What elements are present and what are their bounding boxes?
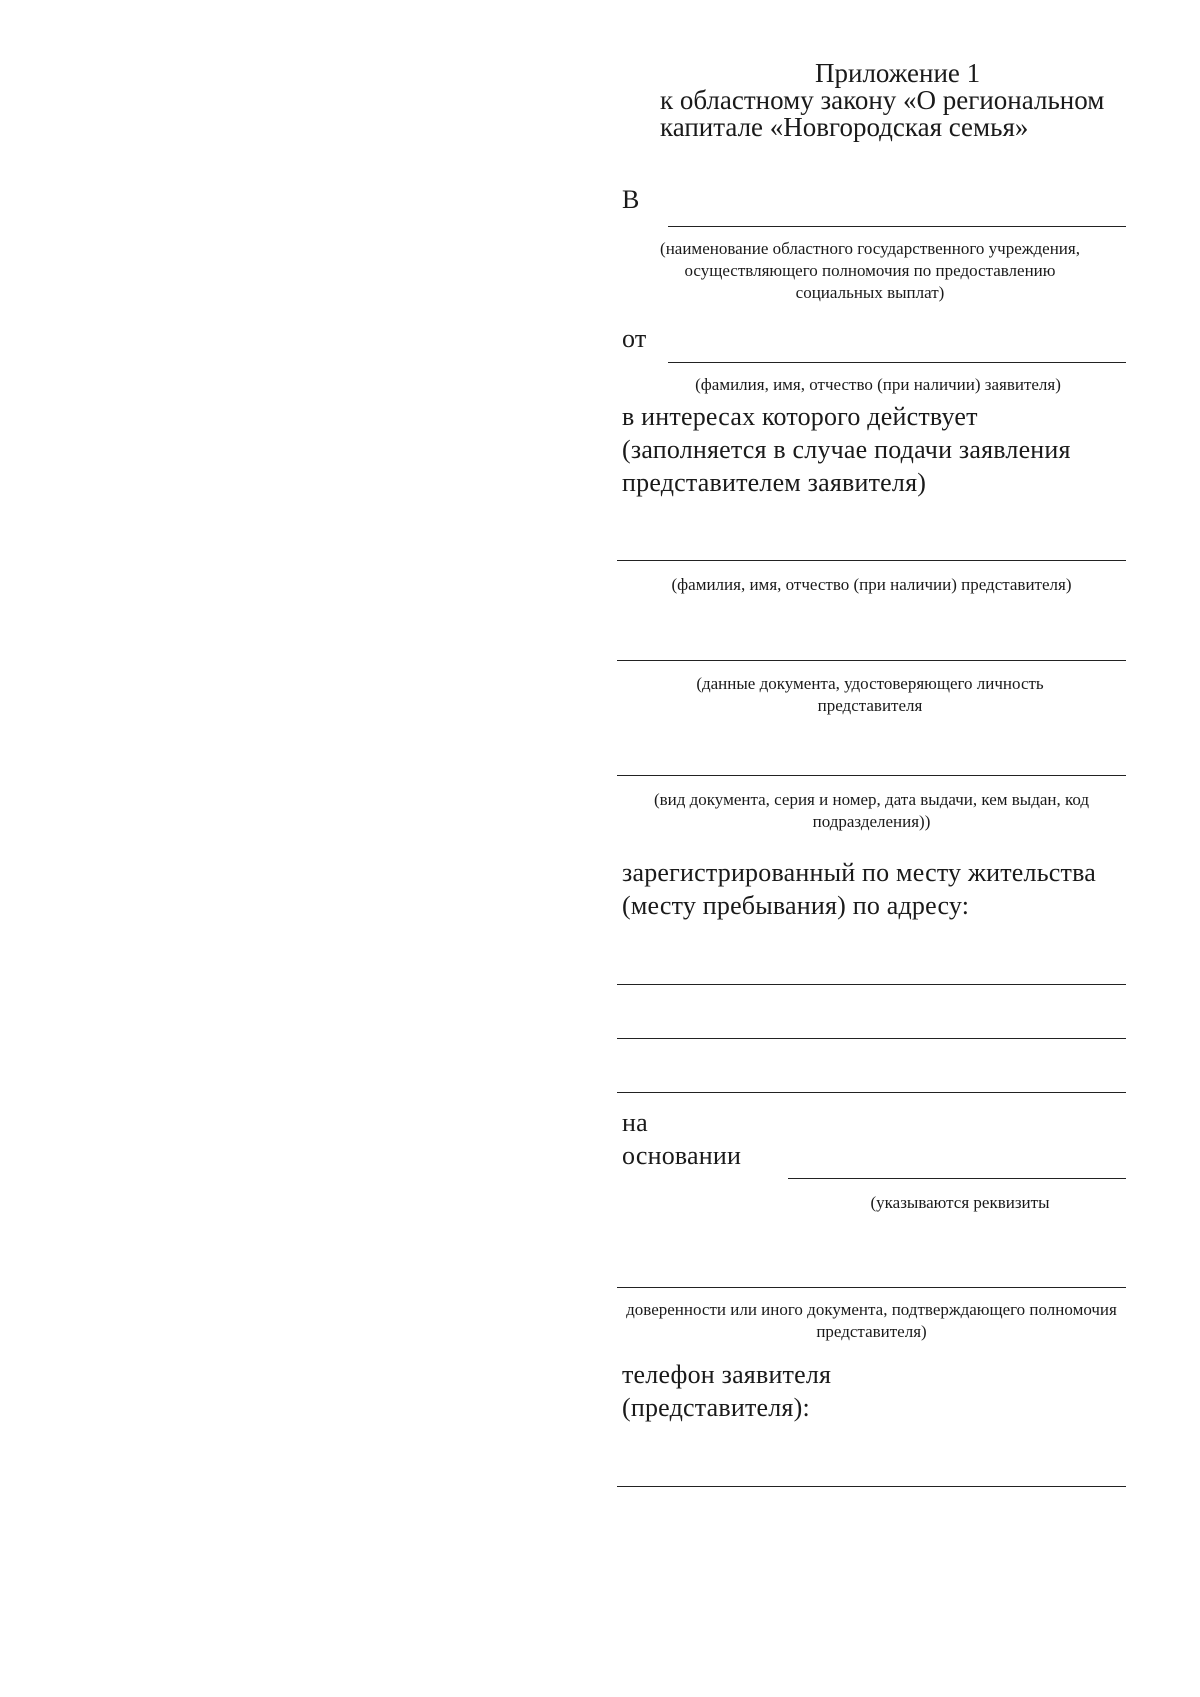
- to-institution-field[interactable]: [668, 226, 1126, 227]
- appendix-header: [660, 60, 1180, 141]
- representative-id-field[interactable]: [617, 660, 1126, 661]
- appendix-law-title: капитале «Новгородская семья»: [660, 112, 1029, 142]
- to-institution-caption: (наименование областного государственного учреждения, осуществляющего полномочия по предоставлению социальных выплат): [660, 239, 1080, 302]
- basis-field[interactable]: [788, 1178, 1126, 1179]
- address-text-1: зарегистрированный по месту жительства: [622, 858, 1096, 887]
- address-line-3[interactable]: [617, 1092, 1126, 1093]
- basis-text-2: основании: [622, 1141, 742, 1170]
- appendix-law-ref: к областному закону «О региональном: [660, 85, 1105, 115]
- phone-field[interactable]: [617, 1486, 1126, 1487]
- basis-details-field[interactable]: [617, 1287, 1126, 1288]
- interest-text-1: в интересах которого действует: [622, 402, 978, 431]
- interest-text-2: (заполняется в случае подачи заявления: [622, 435, 1071, 464]
- representative-id-caption: (данные документа, удостоверяющего личность представителя: [696, 674, 1044, 715]
- from-prefix: от: [622, 324, 647, 353]
- address-line-2[interactable]: [617, 1038, 1126, 1039]
- basis-caption-1: (указываются реквизиты: [870, 1193, 1050, 1212]
- representative-name-field[interactable]: [617, 560, 1126, 561]
- interest-text-3: представителем заявителя): [622, 468, 927, 497]
- phone-text-1: телефон заявителя: [622, 1360, 832, 1389]
- applicant-name-caption: (фамилия, имя, отчество (при наличии) заявителя): [695, 375, 1061, 394]
- document-details-field[interactable]: [617, 775, 1126, 776]
- basis-text-1: на: [622, 1108, 648, 1137]
- address-line-1[interactable]: [617, 984, 1126, 985]
- document-details-caption: (вид документа, серия и номер, дата выдачи, кем выдан, код подразделения)): [653, 790, 1090, 831]
- appendix-number: Приложение 1: [815, 58, 981, 88]
- basis-caption-2: доверенности или иного документа, подтверждающего полномочия представителя): [626, 1300, 1117, 1341]
- address-text-2: (месту пребывания) по адресу:: [622, 891, 970, 920]
- to-prefix: В: [622, 185, 640, 214]
- phone-text-2: (представителя):: [622, 1393, 810, 1422]
- representative-name-caption: (фамилия, имя, отчество (при наличии) представителя): [671, 575, 1072, 594]
- applicant-name-field[interactable]: [668, 362, 1126, 363]
